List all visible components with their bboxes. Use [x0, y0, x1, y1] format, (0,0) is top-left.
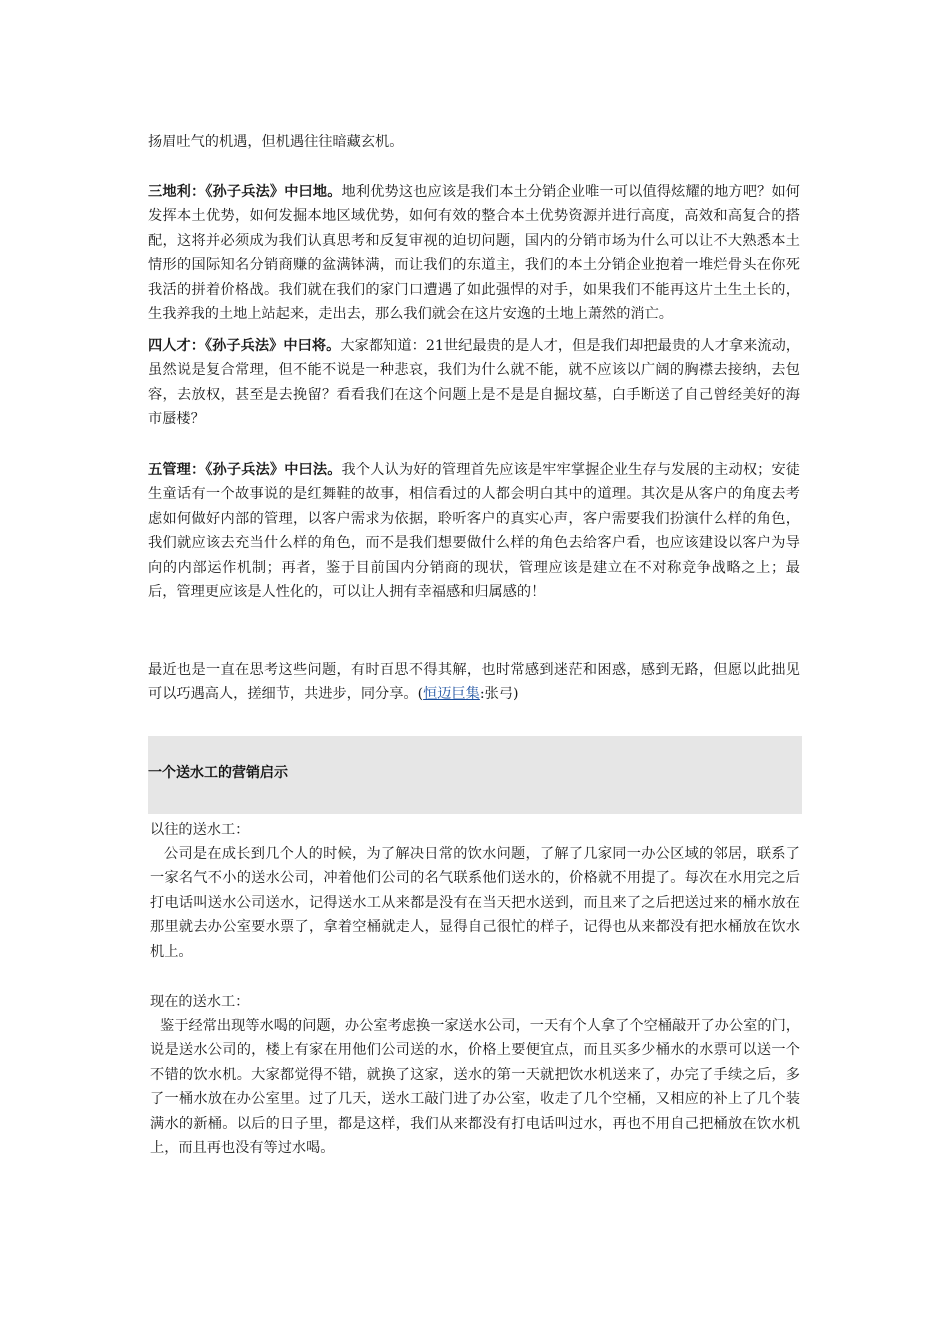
section-talent-body: 大家都知道：21世纪最贵的是人才，但是我们却把最贵的人才拿来流动，虽然说是复合常理，但不能不说是一种悲哀，我们为什么就不能，就不应该以广阔的胸襟去接纳，去包容，去放权，甚至是去挽留？看看我们在这个问题上是不是是自掘坟墓，白手断送了自己曾经美好的海市蜃楼？	[148, 338, 800, 428]
current-water-deliverer-body	[150, 1014, 800, 1160]
past-water-deliverer-body	[150, 842, 800, 964]
section-talent	[148, 334, 800, 432]
closing-paragraph	[148, 658, 800, 707]
section-land-advantage	[148, 180, 800, 326]
past-body-text: 公司是在成长到几个人的时候，为了解决日常的饮水问题，了解了几家同一办公区域的邻居，联系了一家名气不小的送水公司，冲着他们公司的名气联系他们送水的，价格就不用提了。每次在水用完之后打电话叫送水公司送水，记得送水工从来都是没有在当天把水送到，而且来了之后把送过来的桶水放在那里就去办公室要水票了，拿着空桶就走人，显得自己很忙的样子，记得也从来都没有把水桶放在饮水机上。	[150, 846, 800, 960]
closing-text: 最近也是一直在思考这些问题，有时百思不得其解，也时常感到迷茫和困惑，感到无路，但愿以此拙见可以巧遇高人，搓细节，共进步，同分享。(	[148, 662, 800, 703]
article-title: 一个送水工的营销启示	[148, 765, 288, 781]
past-water-deliverer-heading	[150, 818, 800, 842]
section-land-body: 地利优势这也应该是我们本土分销企业唯一可以值得炫耀的地方吧？如何发挥本土优势，如何发掘本地区域优势，如何有效的整合本土优势资源并进行高度，高效和高复合的搭配，这将并必须成为我们认真思考和反复审视的迫切问题，国内的分销市场为什么可以让不大熟悉本土情形的国际知名分销商赚的盆满钵满，而让我们的东道主，我们的本土分销企业抱着一堆烂骨头在你死我活的拼着价格战。我们就在我们的家门口遭遇了如此强悍的对手，如果我们不能再这片土生土长的，生我养我的土地上站起来，走出去，那么我们就会在这片安逸的土地上萧然的消亡。	[148, 184, 800, 323]
intro-paragraph	[148, 130, 800, 154]
current-body-text: 鉴于经常出现等水喝的问题，办公室考虑换一家送水公司，一天有个人拿了个空桶敲开了办公室的门，说是送水公司的，楼上有家在用他们公司送的水，价格上要便宜点，而且买多少桶水的水票可以送一个不错的饮水机。大家都觉得不错，就换了这家，送水的第一天就把饮水机送来了，办完了手续之后，多了一桶水放在办公室里。过了几天，送水工敲门进了办公室，收走了几个空桶，又相应的补上了几个装满水的新桶。以后的日子里，都是这样，我们从来都没有打电话叫过水，再也不用自己把桶放在饮水机上，而且再也没有等过水喝。	[150, 1018, 800, 1157]
current-water-deliverer-heading	[150, 990, 800, 1014]
section-management	[148, 458, 800, 604]
section-management-lead: 五管理：《孙子兵法》中曰法。	[148, 462, 342, 478]
source-link[interactable]: 恒迈巨集	[423, 686, 480, 703]
author-credit: :张弓)	[479, 686, 519, 703]
past-heading-text: 以往的送水工：	[150, 822, 250, 838]
intro-text: 扬眉吐气的机遇，但机遇往往暗藏玄机。	[148, 134, 404, 150]
section-management-body: 我个人认为好的管理首先应该是牢牢掌握企业生存与发展的主动权；安徒生童话有一个故事说的是红舞鞋的故事，相信看过的人都会明白其中的道理。其次是从客户的角度去考虑如何做好内部的管理，以客户需求为依据，聆听客户的真实心声，客户需要我们扮演什么样的角色，我们就应该去充当什么样的角色，而不是我们想要做什么样的角色去给客户看，也应该建设以客户为导向的内部运作机制；再者，鉴于目前国内分销商的现状，管理应该是建立在不对称竞争战略之上；最后，管理更应该是人性化的，可以让人拥有幸福感和归属感的！	[148, 462, 800, 601]
article-title-banner	[148, 736, 802, 814]
current-heading-text: 现在的送水工：	[150, 994, 250, 1010]
section-talent-lead: 四人才：《孙子兵法》中曰将。	[148, 338, 341, 354]
section-land-lead: 三地利：《孙子兵法》中曰地。	[148, 184, 342, 200]
